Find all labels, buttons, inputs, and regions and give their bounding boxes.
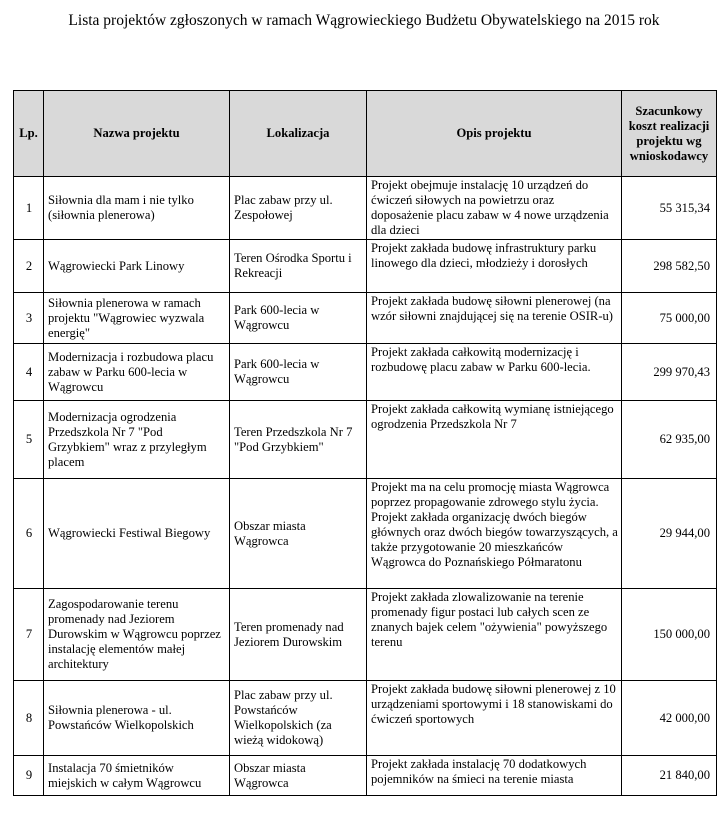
cell-location: Teren Ośrodka Sportu i Rekreacji [230, 240, 367, 293]
cell-lp: 2 [14, 240, 44, 293]
cell-cost: 42 000,00 [622, 681, 717, 756]
cell-cost: 55 315,34 [622, 177, 717, 240]
table-row [14, 293, 717, 344]
cell-cost: 299 970,43 [622, 344, 717, 401]
cell-description: Projekt zakłada budowę siłowni plenerowej (na wzór siłowni znajdującej się na terenie OSIR-u) [367, 293, 622, 344]
cell-cost: 298 582,50 [622, 240, 717, 293]
cell-location: Obszar miasta Wągrowca [230, 479, 367, 589]
cell-location: Park 600-lecia w Wągrowcu [230, 293, 367, 344]
cell-description: Projekt obejmuje instalację 10 urządzeń do ćwiczeń siłowych na powietrzu oraz doposażenie placu zabaw w 4 nowe urządzenia dla dzieci [367, 177, 622, 240]
table-header-row [14, 91, 717, 177]
cell-description: Projekt zakłada budowę siłowni plenerowej z 10 urządzeniami sportowymi i 18 stanowiskami do ćwiczeń sportowych [367, 681, 622, 756]
cell-location: Obszar miasta Wągrowca [230, 756, 367, 796]
header-description: Opis projektu [367, 91, 622, 177]
cell-cost: 150 000,00 [622, 589, 717, 681]
table-row [14, 756, 717, 796]
cell-cost: 29 944,00 [622, 479, 717, 589]
cell-description: Projekt zakłada budowę infrastruktury parku linowego dla dzieci, młodzieży i dorosłych [367, 240, 622, 293]
cell-name: Wągrowiecki Festiwal Biegowy [44, 479, 230, 589]
cell-location: Teren Przedszkola Nr 7 "Pod Grzybkiem" [230, 401, 367, 479]
cell-description: Projekt ma na celu promocję miasta Wągrowca poprzez propagowanie zdrowego stylu życia. Projekt zakłada organizację dwóch biegów głównych oraz dwóch biegów towarzyszących, a także przygotowanie 20 mieszkańców Wągrowca do Poznańskiego Półmaratonu [367, 479, 622, 589]
cell-name: Siłownia dla mam i nie tylko (siłownia plenerowa) [44, 177, 230, 240]
cell-lp: 8 [14, 681, 44, 756]
cell-location: Plac zabaw przy ul. Powstańców Wielkopolskich (za wieżą widokową) [230, 681, 367, 756]
cell-description: Projekt zakłada zlowalizowanie na terenie promenady figur postaci lub całych scen ze znanych bajek celem "ożywienia" powyższego terenu [367, 589, 622, 681]
header-location: Lokalizacja [230, 91, 367, 177]
cell-name: Zagospodarowanie terenu promenady nad Jeziorem Durowskim w Wągrowcu poprzez instalację elementów małej architektury [44, 589, 230, 681]
header-cost: Szacunkowy koszt realizacji projektu wg wnioskodawcy [622, 91, 717, 177]
cell-cost: 21 840,00 [622, 756, 717, 796]
cell-name: Modernizacja ogrodzenia Przedszkola Nr 7 "Pod Grzybkiem" wraz z przyległym placem [44, 401, 230, 479]
table-row [14, 479, 717, 589]
table-row [14, 681, 717, 756]
cell-cost: 75 000,00 [622, 293, 717, 344]
table-row [14, 589, 717, 681]
cell-lp: 3 [14, 293, 44, 344]
cell-lp: 5 [14, 401, 44, 479]
cell-lp: 6 [14, 479, 44, 589]
cell-location: Plac zabaw przy ul. Zespołowej [230, 177, 367, 240]
table-row [14, 240, 717, 293]
cell-name: Siłownia plenerowa - ul. Powstańców Wielkopolskich [44, 681, 230, 756]
cell-lp: 1 [14, 177, 44, 240]
table-row [14, 401, 717, 479]
cell-name: Siłownia plenerowa w ramach projektu "Wągrowiec wyzwala energię" [44, 293, 230, 344]
cell-location: Park 600-lecia w Wągrowcu [230, 344, 367, 401]
header-lp: Lp. [14, 91, 44, 177]
cell-description: Projekt zakłada całkowitą modernizację i rozbudowę placu zabaw w Parku 600-lecia. [367, 344, 622, 401]
document-title: Lista projektów zgłoszonych w ramach Wągrowieckiego Budżetu Obywatelskiego na 2015 rok [68, 12, 660, 29]
cell-description: Projekt zakłada instalację 70 dodatkowych pojemników na śmieci na terenie miasta [367, 756, 622, 796]
table-row [14, 177, 717, 240]
cell-name: Instalacja 70 śmietników miejskich w całym Wągrowcu [44, 756, 230, 796]
cell-lp: 9 [14, 756, 44, 796]
cell-location: Teren promenady nad Jeziorem Durowskim [230, 589, 367, 681]
header-name: Nazwa projektu [44, 91, 230, 177]
cell-name: Wągrowiecki Park Linowy [44, 240, 230, 293]
cell-description: Projekt zakłada całkowitą wymianę istniejącego ogrodzenia Przedszkola Nr 7 [367, 401, 622, 479]
cell-lp: 7 [14, 589, 44, 681]
table-row [14, 344, 717, 401]
cell-lp: 4 [14, 344, 44, 401]
projects-table [13, 90, 717, 796]
cell-cost: 62 935,00 [622, 401, 717, 479]
cell-name: Modernizacja i rozbudowa placu zabaw w Parku 600-lecia w Wągrowcu [44, 344, 230, 401]
